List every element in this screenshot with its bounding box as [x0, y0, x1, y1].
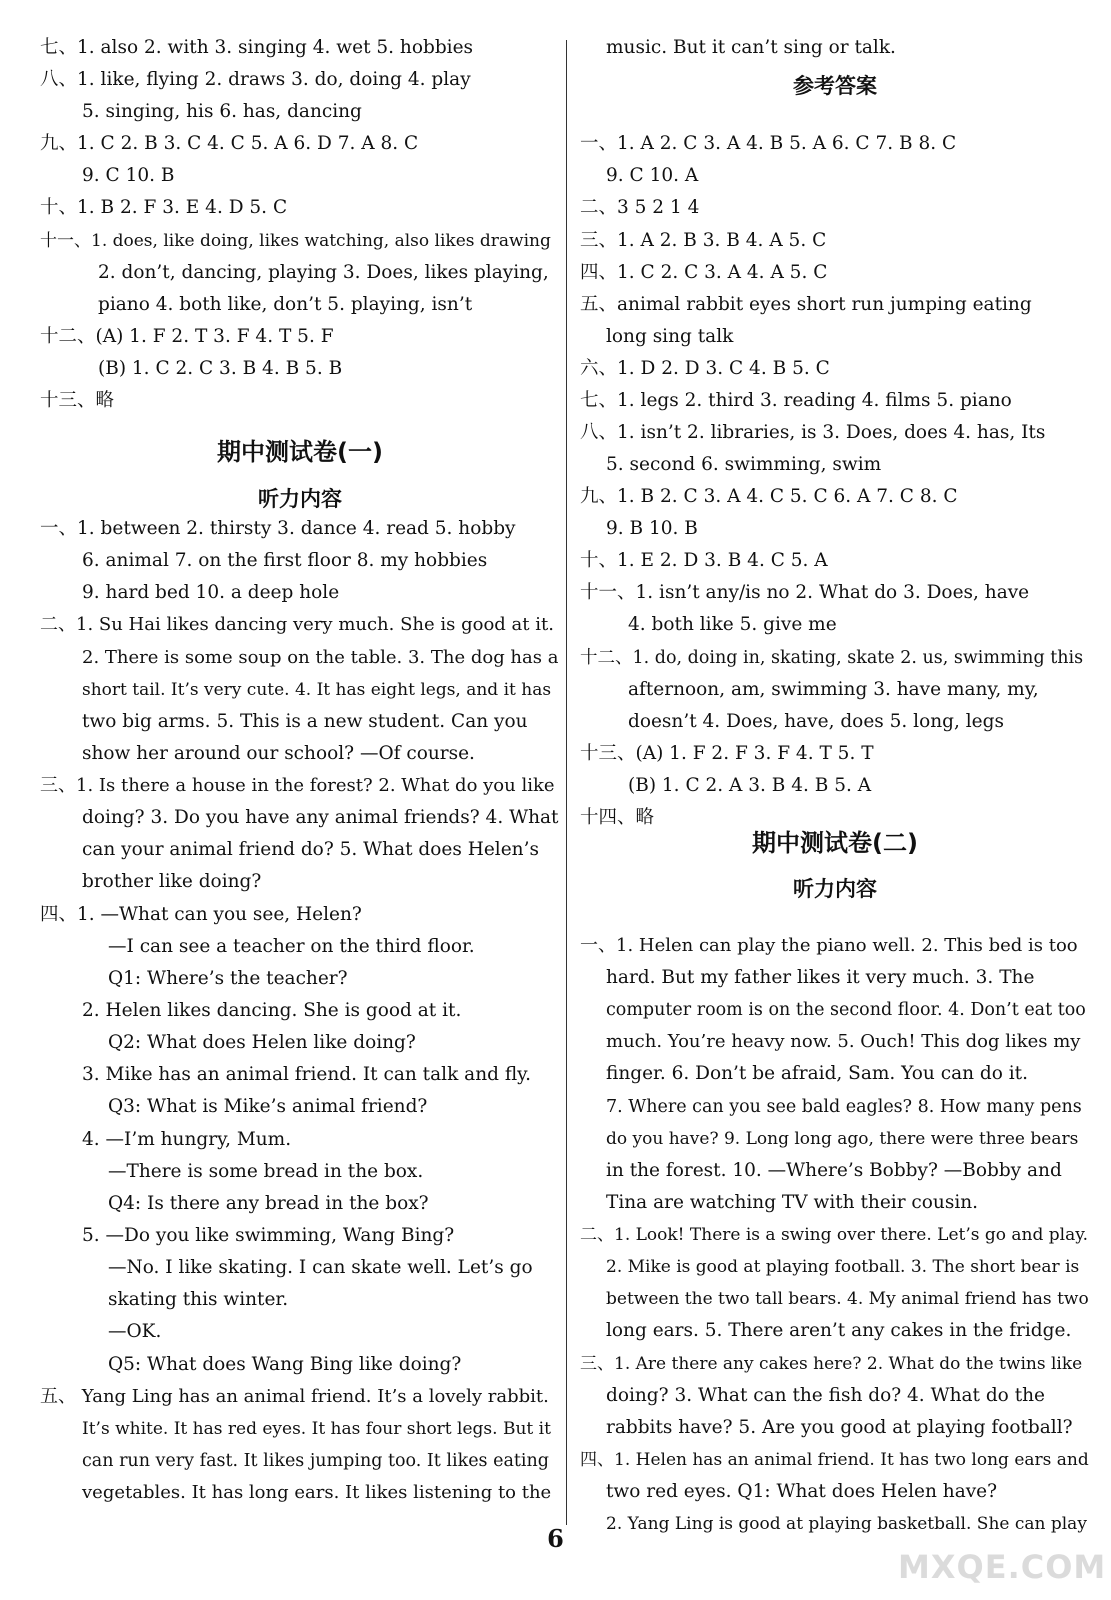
left-text-line: short tail. It’s very cute. 4. It has eight legs, and it has: [82, 680, 552, 700]
right-text-line: 7. Where can you see bald eagles? 8. How many pens: [606, 1097, 1082, 1117]
right-text-line: 十一、1. isn’t any/is no 2. What do 3. Does, have: [580, 582, 1030, 603]
right-text-line: doesn’t 4. Does, have, does 5. long, legs: [628, 711, 1004, 732]
left-text-line: show her around our school? —Of course.: [82, 743, 475, 764]
right-text-line: 九、1. B 2. C 3. A 4. C 5. C 6. A 7. C 8. C: [580, 486, 958, 507]
right-text-line: 一、1. Helen can play the piano well. 2. This bed is too: [580, 935, 1078, 956]
left-text-line: 二、1. Su Hai likes dancing very much. She is good at it.: [40, 614, 554, 635]
right-text-line: 四、1. C 2. C 3. A 4. A 5. C: [580, 262, 828, 283]
right-text-line: 9. B 10. B: [606, 518, 698, 539]
left-text-line: It’s white. It has red eyes. It has four short legs. But it: [82, 1419, 551, 1439]
left-text-line: skating this winter.: [108, 1289, 289, 1310]
right-text-line: 六、1. D 2. D 3. C 4. B 5. C: [580, 358, 830, 379]
page-number: 6: [547, 1524, 564, 1553]
right-text-line: (B) 1. C 2. A 3. B 4. B 5. A: [628, 775, 872, 796]
watermark-text: MXQE.COM: [898, 1548, 1107, 1586]
right-text-line: finger. 6. Don’t be afraid, Sam. You can do it.: [606, 1063, 1028, 1084]
left-text-line: Q1: Where’s the teacher?: [108, 968, 348, 989]
left-text-line: doing? 3. Do you have any animal friends? 4. What: [82, 807, 559, 828]
right-text-line: 十三、(A) 1. F 2. F 3. F 4. T 5. T: [580, 743, 874, 764]
left-text-line: 3. Mike has an animal friend. It can talk and fly.: [82, 1064, 532, 1085]
right-text-line: 十二、1. do, doing in, skating, skate 2. us, swimming this: [580, 648, 1084, 668]
right-text-line: between the two tall bears. 4. My animal friend has two: [606, 1289, 1089, 1309]
left-text-line: 5. —Do you like swimming, Wang Bing?: [82, 1225, 455, 1246]
right-text-line: hard. But my father likes it very much. 3. The: [606, 967, 1035, 988]
left-text-line: 2. There is some soup on the table. 3. The dog has a: [82, 647, 559, 668]
test-title-2: 期中测试卷(二): [752, 829, 918, 857]
right-text-line: 三、1. A 2. B 3. B 4. A 5. C: [580, 230, 827, 251]
left-text-line: (B) 1. C 2. C 3. B 4. B 5. B: [98, 358, 343, 379]
right-text-line: two red eyes. Q1: What does Helen have?: [606, 1481, 998, 1502]
watermark-logo: [898, 1510, 1107, 1595]
listening-heading-1: 听力内容: [258, 487, 342, 511]
left-text-line: 十三、略: [40, 390, 115, 411]
left-text-line: can run very fast. It likes jumping too. It likes eating: [82, 1451, 549, 1471]
left-text-line: —OK.: [108, 1321, 162, 1342]
right-text-line: 9. C 10. A: [606, 165, 699, 186]
right-text-line: 五、animal rabbit eyes short run jumping eating: [580, 294, 1032, 315]
left-text-line: 七、1. also 2. with 3. singing 4. wet 5. hobbies: [40, 37, 474, 58]
right-text-line: Tina are watching TV with their cousin.: [606, 1192, 979, 1213]
column-divider: [566, 40, 567, 1525]
left-text-line: 4. —I’m hungry, Mum.: [82, 1129, 292, 1150]
right-text-line: 八、1. isn’t 2. libraries, is 3. Does, does 4. has, Its: [580, 422, 1046, 443]
left-text-line: 9. hard bed 10. a deep hole: [82, 582, 340, 603]
left-text-line: vegetables. It has long ears. It likes listening to the: [82, 1482, 552, 1503]
left-text-line: 五、 Yang Ling has an animal friend. It’s a lovely rabbit.: [40, 1386, 549, 1407]
right-text-line: 十、1. E 2. D 3. B 4. C 5. A: [580, 550, 828, 571]
right-text-line: 5. second 6. swimming, swim: [606, 454, 882, 475]
left-text-line: 三、1. Is there a house in the forest? 2. What do you like: [40, 775, 555, 796]
right-text-line: 2. Yang Ling is good at playing basketball. She can play: [606, 1514, 1087, 1534]
left-text-line: can your animal friend do? 5. What does Helen’s: [82, 839, 539, 860]
right-text-line: long ears. 5. There aren’t any cakes in the fridge.: [606, 1320, 1072, 1341]
listening-heading-2: 听力内容: [793, 877, 877, 901]
right-text-line: in the forest. 10. —Where’s Bobby? —Bobby and: [606, 1160, 1062, 1181]
right-text-line: do you have? 9. Long long ago, there were three bears: [606, 1129, 1079, 1149]
left-text-line: 5. singing, his 6. has, dancing: [82, 101, 362, 122]
left-text-line: —There is some bread in the box.: [108, 1161, 424, 1182]
left-text-line: —No. I like skating. I can skate well. Let’s go: [108, 1257, 533, 1278]
right-text-line: much. You’re heavy now. 5. Ouch! This dog likes my: [606, 1031, 1081, 1052]
left-text-line: brother like doing?: [82, 871, 262, 892]
right-text-line: computer room is on the second floor. 4. Don’t eat too: [606, 1000, 1086, 1020]
right-text-line: doing? 3. What can the fish do? 4. What do the: [606, 1385, 1045, 1406]
right-text-line: 七、1. legs 2. third 3. reading 4. films 5. piano: [580, 390, 1012, 411]
right-text-line: 十四、略: [580, 807, 655, 828]
left-text-line: Q4: Is there any bread in the box?: [108, 1193, 429, 1214]
right-text-line: 4. both like 5. give me: [628, 614, 837, 635]
left-text-line: Q5: What does Wang Bing like doing?: [108, 1354, 462, 1375]
left-text-line: 9. C 10. B: [82, 165, 175, 186]
answer-key-heading: 参考答案: [793, 74, 877, 98]
left-text-line: 八、1. like, flying 2. draws 3. do, doing 4. play: [40, 69, 471, 90]
right-text-line: 三、1. Are there any cakes here? 2. What do the twins like: [580, 1354, 1083, 1374]
right-text-line: afternoon, am, swimming 3. have many, my,: [628, 679, 1039, 700]
left-text-line: 6. animal 7. on the first floor 8. my hobbies: [82, 550, 488, 571]
right-text-line: 二、1. Look! There is a swing over there. Let’s go and play.: [580, 1225, 1088, 1245]
test-title-1: 期中测试卷(一): [217, 438, 383, 466]
left-text-line: Q2: What does Helen like doing?: [108, 1032, 416, 1053]
right-text-line: 一、1. A 2. C 3. A 4. B 5. A 6. C 7. B 8. C: [580, 133, 957, 154]
left-text-line: —I can see a teacher on the third floor.: [108, 936, 475, 957]
left-text-line: 2. don’t, dancing, playing 3. Does, likes playing,: [98, 262, 549, 283]
left-text-line: 九、1. C 2. B 3. C 4. C 5. A 6. D 7. A 8. C: [40, 133, 419, 154]
left-text-line: 四、1. —What can you see, Helen?: [40, 904, 362, 925]
left-text-line: 一、1. between 2. thirsty 3. dance 4. read 5. hobby: [40, 518, 516, 539]
left-text-line: 十、1. B 2. F 3. E 4. D 5. C: [40, 197, 288, 218]
left-text-line: Q3: What is Mike’s animal friend?: [108, 1096, 428, 1117]
right-text-line: music. But it can’t sing or talk.: [606, 37, 896, 58]
right-text-line: 2. Mike is good at playing football. 3. The short bear is: [606, 1257, 1080, 1277]
right-text-line: rabbits have? 5. Are you good at playing football?: [606, 1417, 1073, 1438]
left-text-line: two big arms. 5. This is a new student. Can you: [82, 711, 528, 732]
left-text-line: piano 4. both like, don’t 5. playing, isn’t: [98, 294, 473, 315]
right-text-line: 二、3 5 2 1 4: [580, 197, 700, 218]
right-text-line: 四、1. Helen has an animal friend. It has two long ears and: [580, 1450, 1089, 1470]
left-text-line: 2. Helen likes dancing. She is good at it.: [82, 1000, 462, 1021]
right-text-line: long sing talk: [606, 326, 734, 347]
left-text-line: 十二、(A) 1. F 2. T 3. F 4. T 5. F: [40, 326, 334, 347]
left-text-line: 十一、1. does, like doing, likes watching, also likes drawing: [40, 231, 551, 251]
